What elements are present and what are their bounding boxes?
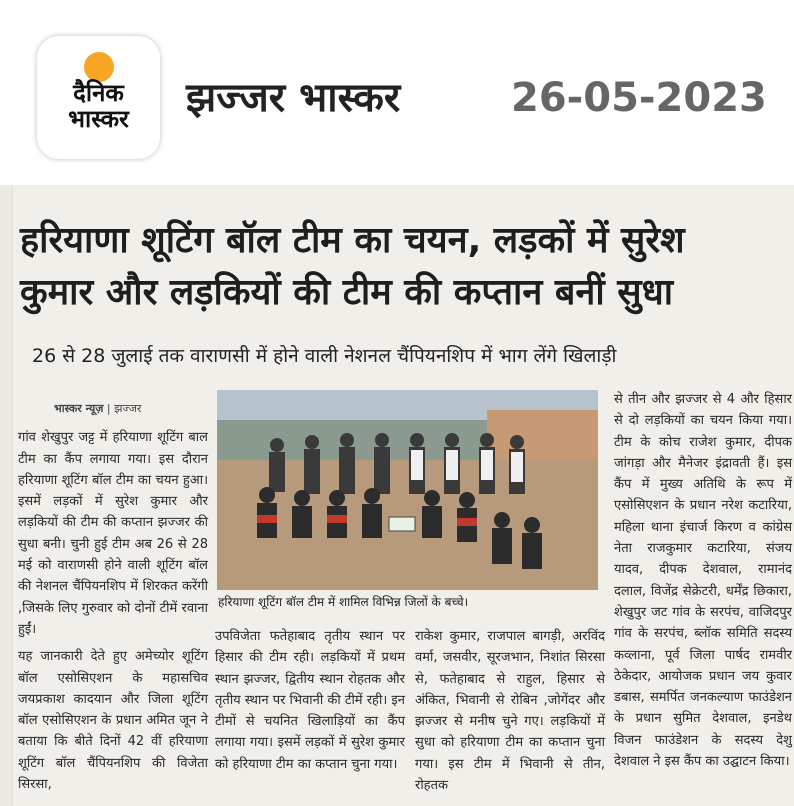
- team-photo-image: [217, 390, 598, 590]
- paragraph: उपविजेता फतेहाबाद तृतीय स्थान पर हिसार की टीम रही। लड़कियों में प्रथम स्थान झज्जर, द्वितीय स्थान रोहतक और तृतीय स्थान पर भिवानी की टीमें रही। इन टीमों से चयनित खिलाड़ियों का कैंप लगाया गया। इसमें लड़कों में सुरेश कुमार को हरियाणा टीम का कप्तान चुना गया।: [215, 629, 405, 772]
- byline-place: झज्जर: [114, 402, 142, 415]
- paragraph: से तीन और झज्जर से 4 और हिसार से दो लड़कियों का चयन किया गया। टीम के कोच राजेश कुमार, दीपक जांगड़ा और मैनेजर इंद्रावती हैं। इस कैंप में मुख्य अतिथि के रूप में एसोसिएशन के प्रधान नरेश कटारिया, महिला थाना इंचार्ज किरण व कांग्रेस नेता राजकुमार कटारिया, संजय यादव, दीपक देशवाल, रामानंद दलाल, विजेंद्र सेक्रेटरी, धर्मेंद्र छिकारा, शेखुपुर जट गांव के सरपंच, वाजिदपुर गांव के सरपंच, ब्लॉक समिति सदस्य कव्लाना, पूर्व जिला पार्षद रामवीर ठेकेदार, आयोजक प्रधान जय कुवार डबास, समर्पित जनकल्याण फाउंडेशन के प्रधान सुमित देशवाल, इनडेथ विजन फाउंडेशन के सदस्य देशु देशवाल ने इस कैंप का उद्घाटन किया।: [614, 392, 792, 770]
- byline: भास्कर न्यूज़ | झज्जर: [54, 402, 142, 415]
- adjacent-column-edge: [0, 185, 13, 806]
- article-column-4: [614, 389, 792, 778]
- article-headline: [20, 215, 790, 319]
- headline-line-1: हरियाणा शूटिंग बॉल टीम का चयन, लड़कों में सुरेश: [20, 220, 685, 261]
- article-column-1: [18, 398, 208, 801]
- article-column-2: [215, 626, 405, 781]
- headline-line-2: कुमार और लड़कियों की टीम की कप्तान बनीं सुधा: [20, 272, 674, 313]
- paragraph: राकेश कुमार, राजपाल बागड़ी, अरविंद वर्मा, जसवीर, सूरजभान, निशांत सिरसा से, फतेहाबाद से राहुल, हिसार से अंकित, भिवानी से रोबिन ,जोगेंदर और झज्जर से मनीष चुने गए। लड़कियों में सुधा को हरियाणा टीम का कप्तान चुना गया। इस टीम में भिवानी से तीन, रोहतक: [415, 629, 605, 794]
- article-column-3: [415, 626, 605, 802]
- article-subheadline: 26 से 28 जुलाई तक वाराणसी में होने वाली नेशनल चैंपियनशिप में भाग लेंगे खिलाड़ी: [32, 345, 617, 367]
- photo-caption: हरियाणा शूटिंग बॉल टीम में शामिल विभिन्न जिलों के बच्चे।: [218, 595, 469, 609]
- byline-source: भास्कर न्यूज़: [54, 402, 104, 415]
- sun-icon: [84, 52, 114, 82]
- dainik-bhaskar-logo[interactable]: [37, 36, 160, 159]
- logo-line-1: दैनिक: [73, 79, 124, 107]
- paragraph: यह जानकारी देते हुए अमेच्योर शूटिंग बॉल एसोसिएशन के महासचिव जयप्रकाश कादयान और जिला शूटिंग बॉल एसोसिएशन के प्रधान अमित जून ने बताया कि बीते दिनों 42 वीं हरियाणा शूटिंग बॉल चैंपियनशिप की विजेता सिरसा,: [18, 649, 208, 793]
- logo-line-2: भास्कर: [68, 105, 129, 133]
- edition-name: झज्जर भास्कर: [186, 75, 401, 121]
- app-header: [0, 0, 794, 185]
- edition-date: 26-05-2023: [511, 75, 767, 121]
- team-photo[interactable]: [217, 390, 598, 590]
- paragraph: गांव शेखुपुर जट्ट में हरियाणा शूटिंग बाल टीम का कैंप लगाया गया। इस दौरान हरियाणा शूटिंग बॉल टीम का चयन हुआ। इसमें लड़कों में सुरेश कुमार और लड़कियों की टीम की कप्तान झज्जर की सुधा बनी। चुनी हुई टीम अब 26 से 28 मई को वाराणसी होने वाली शूटिंग बॉल की नेशनल चैंपियनशिप में शिरकत करेंगी ,जिसके लिए गुरुवार को दोनों टीमें रवाना हुईं।: [18, 430, 208, 637]
